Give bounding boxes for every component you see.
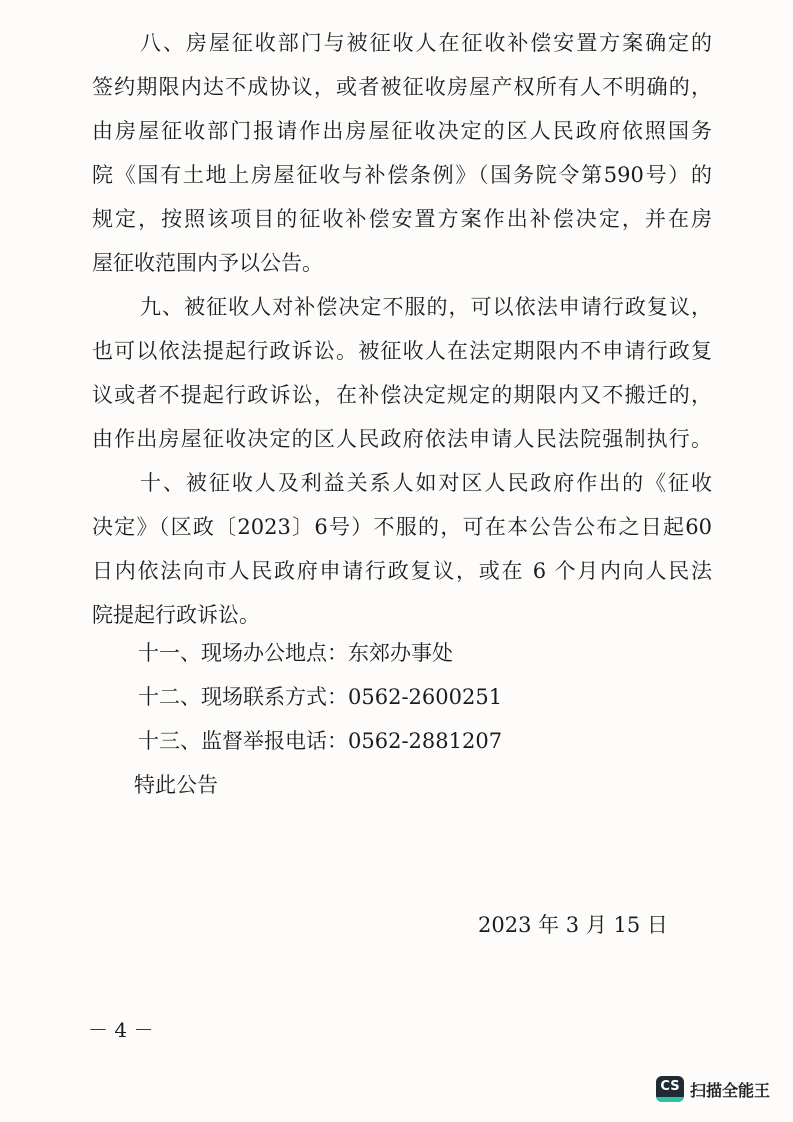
text-line: 议或者不提起行政诉讼，在补偿决定规定的期限内又不搬迁的， — [92, 383, 712, 407]
report-phone: 十三、监督举报电话：0562-2881207 — [138, 729, 503, 753]
text-line: 院提起行政诉讼。 — [92, 603, 260, 627]
text-line: 由房屋征收部门报请作出房屋征收决定的区人民政府依照国务 — [92, 119, 712, 143]
text-line: 规定，按照该项目的征收补偿安置方案作出补偿决定，并在房 — [92, 207, 712, 231]
text-line: 九、被征收人对补偿决定不服的，可以依法申请行政复议， — [140, 295, 712, 319]
text-line: 屋征收范围内予以公告。 — [92, 251, 323, 275]
watermark-text: 扫描全能王 — [690, 1080, 771, 1100]
text-line: 签约期限内达不成协议，或者被征收房屋产权所有人不明确的， — [92, 75, 712, 99]
office-location: 十一、现场办公地点：东郊办事处 — [138, 641, 453, 665]
text-line: 也可以依法提起行政诉讼。被征收人在法定期限内不申请行政复 — [92, 339, 712, 363]
text-line: 决定》（区政〔2023〕6号）不服的，可在本公告公布之日起60 — [92, 515, 712, 539]
page-number: － 4 － — [88, 1018, 154, 1042]
camscanner-watermark — [656, 1076, 770, 1102]
document-date: 2023 年 3 月 15 日 — [478, 913, 668, 937]
closing-text: 特此公告 — [134, 773, 218, 797]
text-line: 八、房屋征收部门与被征收人在征收补偿安置方案确定的 — [140, 31, 712, 55]
text-line: 由作出房屋征收决定的区人民政府依法申请人民法院强制执行。 — [92, 427, 712, 451]
text-line: 院《国有土地上房屋征收与补偿条例》（国务院令第590号）的 — [92, 163, 712, 187]
contact-phone: 十二、现场联系方式：0562-2600251 — [138, 685, 503, 709]
text-line: 十、被征收人及利益关系人如对区人民政府作出的《征收 — [140, 471, 712, 495]
text-line: 日内依法向市人民政府申请行政复议，或在 6 个月内向人民法 — [92, 559, 712, 583]
camscanner-logo-icon: CS — [656, 1076, 684, 1102]
